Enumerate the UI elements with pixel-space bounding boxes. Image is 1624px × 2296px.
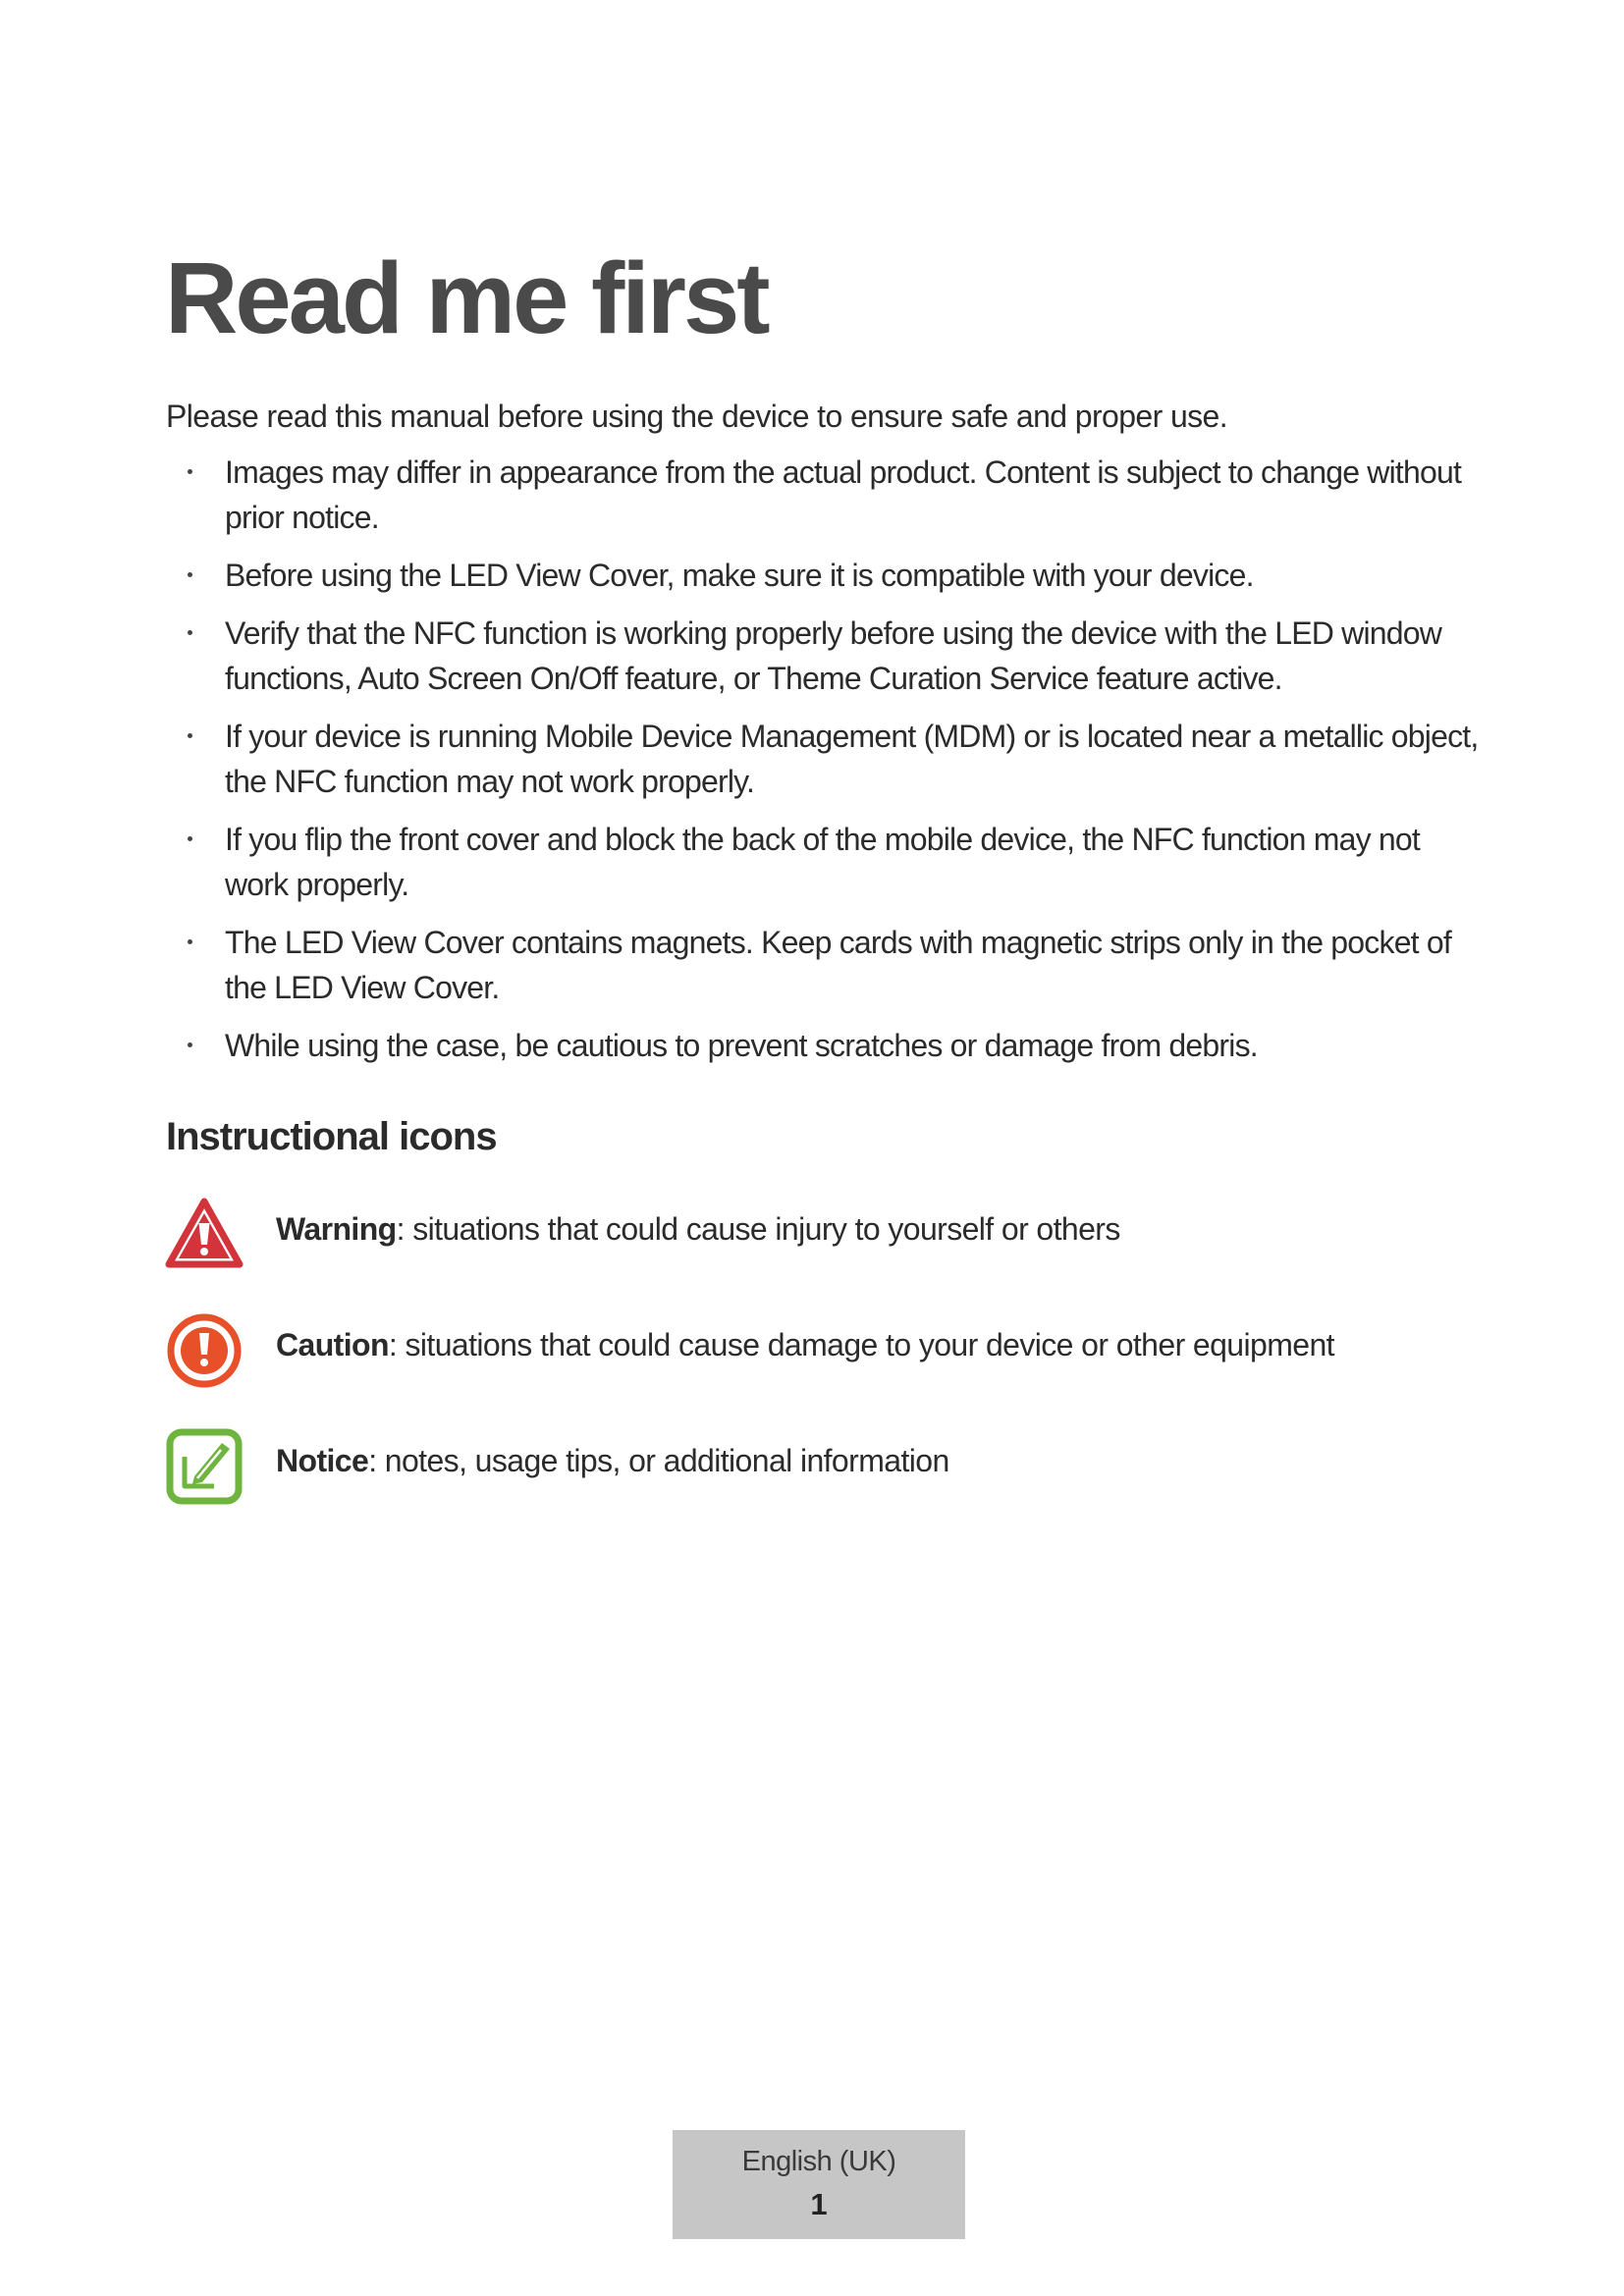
caution-row: [165, 1311, 1441, 1390]
list-item-text: Images may differ in appearance from the actual product. Content is subject to change without prior notice.: [225, 454, 1462, 535]
list-item-text: Before using the LED View Cover, make sure it is compatible with your device.: [225, 558, 1254, 593]
page-footer: [673, 2130, 965, 2239]
list-item-text: Verify that the NFC function is working properly before using the device with the LED window functions, Auto Screen On/Off feature, or Theme Curation Service feature active.: [225, 615, 1442, 696]
caution-term: Caution: [276, 1327, 389, 1362]
section-heading-instructional-icons: Instructional icons: [166, 1115, 497, 1158]
list-item: [186, 450, 1482, 540]
list-item-text: If your device is running Mobile Device Management (MDM) or is located near a metallic object, the NFC function may not work properly.: [225, 719, 1479, 799]
notice-term: Notice: [276, 1443, 369, 1478]
list-item: [186, 611, 1482, 701]
bullet-icon: [188, 939, 192, 944]
bullet-icon: [188, 469, 192, 474]
warning-term: Warning: [276, 1211, 397, 1247]
notice-icon: [165, 1427, 244, 1506]
warning-text: : situations that could cause injury to yourself or others: [396, 1211, 1120, 1247]
notice-row: [165, 1427, 1441, 1506]
list-item: [186, 553, 1482, 598]
page-title: Read me first: [165, 241, 768, 354]
caution-description: [276, 1325, 1334, 1364]
warning-icon: [165, 1196, 244, 1274]
bullet-icon: [188, 733, 192, 738]
list-item-text: The LED View Cover contains magnets. Keep cards with magnetic strips only in the pocket of the LED View Cover.: [225, 925, 1451, 1005]
caution-text: : situations that could cause damage to your device or other equipment: [388, 1327, 1334, 1362]
list-item: [186, 1023, 1482, 1068]
bullet-icon: [188, 572, 192, 577]
notice-text: : notes, usage tips, or additional information: [368, 1443, 949, 1478]
list-item: [186, 714, 1482, 804]
footer-language: English (UK): [741, 2146, 896, 2177]
notice-description: [276, 1441, 949, 1480]
notice-list: [186, 450, 1482, 1081]
caution-icon: [165, 1311, 244, 1390]
list-item-text: While using the case, be cautious to prevent scratches or damage from debris.: [225, 1028, 1258, 1063]
intro-text: Please read this manual before using the device to ensure safe and proper use.: [166, 399, 1228, 434]
list-item: [186, 920, 1482, 1010]
bullet-icon: [188, 1042, 192, 1047]
page-number: 1: [810, 2187, 828, 2221]
list-item: [186, 817, 1482, 907]
warning-description: [276, 1209, 1120, 1249]
warning-row: [165, 1196, 1441, 1274]
bullet-icon: [188, 836, 192, 841]
bullet-icon: [188, 630, 192, 635]
list-item-text: If you flip the front cover and block the back of the mobile device, the NFC function may not work properly.: [225, 822, 1420, 902]
